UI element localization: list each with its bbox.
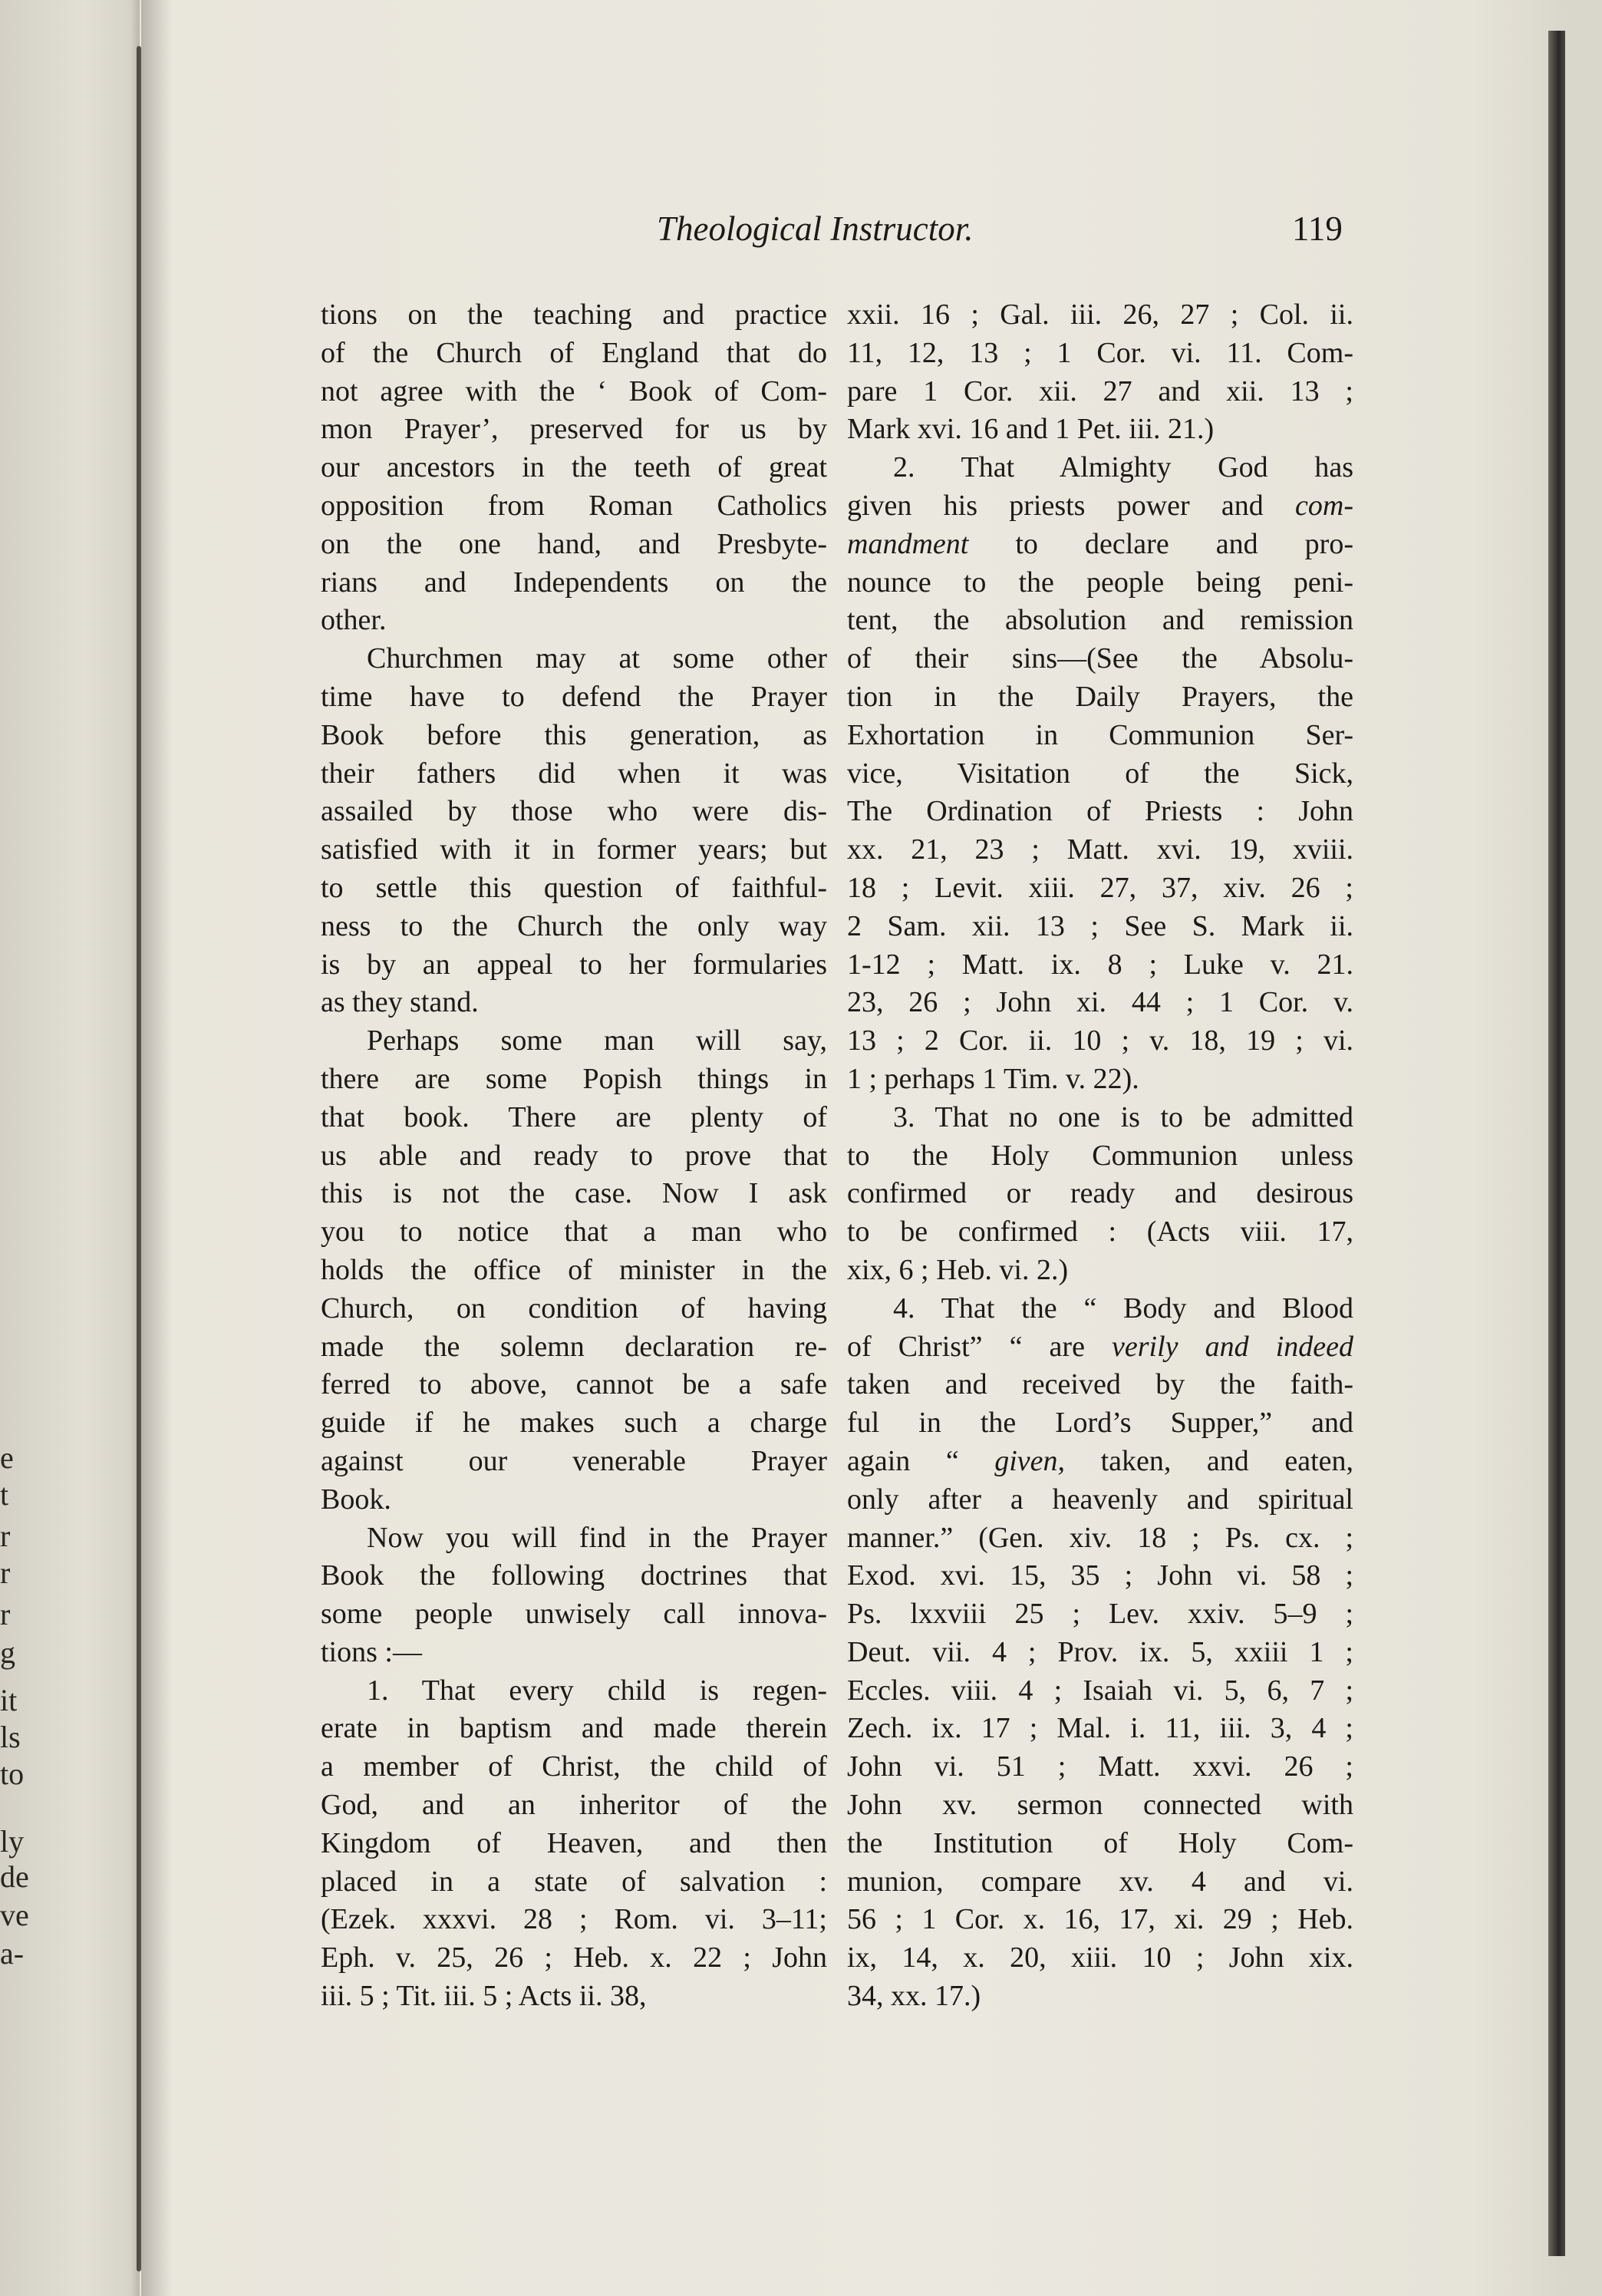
text-line: 4. That the “ Body and Blood [893,1292,1353,1324]
page-header [0,209,1602,255]
text-line: of Christ” “ are verily and indeed [847,1330,1353,1363]
text-line: Now you will find in the Prayer [367,1521,827,1554]
text-column-right [847,296,1353,2016]
running-title: Theological Instructor. [657,209,974,248]
text-line: Exod. xvi. 15, 35 ; John vi. 58 ; [847,1559,1353,1592]
text-line: of their sins—(See the Absolu- [847,642,1353,675]
text-line: pare 1 Cor. xii. 27 and xii. 13 ; [847,374,1353,407]
text-line: xx. 21, 23 ; Matt. xvi. 19, xviii. [847,833,1353,866]
text-line: xxii. 16 ; Gal. iii. 26, 27 ; Col. ii. [847,299,1353,331]
text-line: 34, xx. 17.) [847,1980,981,2013]
text-line: some people unwisely call innova- [321,1598,827,1631]
text-line: ferred to above, cannot be a safe [321,1368,827,1401]
text-line: made the solemn declaration re- [321,1330,827,1363]
page-number: 119 [1292,209,1343,248]
text-line: munion, compare xv. 4 and vi. [847,1865,1353,1898]
facing-page-fragment: r [0,1597,11,1631]
facing-page-fragment: r [0,1519,11,1553]
page-edge-shadow [1548,31,1565,2256]
text-line: ness to the Church the only way [321,909,827,942]
facing-page-fragment: e [0,1440,14,1475]
text-line: to be confirmed : (Acts viii. 17, [847,1216,1353,1249]
text-line: you to notice that a man who [321,1216,827,1249]
text-line: vice, Visitation of the Sick, [847,757,1353,790]
text-line: 18 ; Levit. xiii. 27, 37, xiv. 26 ; [847,871,1353,904]
text-line: Kingdom of Heaven, and then [321,1826,827,1859]
text-line: taken and received by the faith- [847,1368,1353,1401]
facing-page-fragment: ls [0,1720,21,1754]
text-line: 1 ; perhaps 1 Tim. v. 22). [847,1062,1139,1095]
text-line: mandment to declare and pro- [847,527,1353,560]
text-line: only after a heavenly and spiritual [847,1483,1353,1516]
text-line: Mark xvi. 16 and 1 Pet. iii. 21.) [847,413,1215,446]
text-line: nounce to the people being peni- [847,566,1353,599]
text-line: 23, 26 ; John xi. 44 ; 1 Cor. v. [847,986,1353,1019]
text-line: Book the following doctrines that [321,1559,827,1592]
text-line: Eph. v. 25, 26 ; Heb. x. 22 ; John [321,1941,827,1974]
facing-page-fragment: a- [0,1936,25,1971]
text-line: that book. There are plenty of [321,1100,827,1133]
scan-background [1565,0,1602,2296]
book-gutter [137,46,141,2271]
text-line: on the one hand, and Presbyte- [321,527,827,560]
text-line: 1. That every child is regen- [367,1674,827,1707]
text-line: tions :— [321,1635,422,1668]
text-line: Exhortation in Communion Ser- [847,718,1353,751]
text-line: against our venerable Prayer [321,1444,827,1477]
text-line: as they stand. [321,986,479,1019]
text-line: (Ezek. xxxvi. 28 ; Rom. vi. 3–11; [321,1903,827,1936]
text-line: God, and an inheritor of the [321,1789,827,1822]
text-line: 56 ; 1 Cor. x. 16, 17, xi. 29 ; Heb. [847,1903,1353,1936]
text-line: 2. That Almighty God has [893,451,1353,484]
text-line: assailed by those who were dis- [321,795,827,828]
text-line: ful in the Lord’s Supper,” and [847,1407,1353,1440]
text-line: satisfied with it in former years; but [321,833,827,866]
text-line: Ps. lxxviii 25 ; Lev. xxiv. 5–9 ; [847,1598,1353,1631]
text-line: a member of Christ, the child of [321,1750,827,1783]
text-line: erate in baptism and made therein [321,1712,827,1745]
facing-page-fragment: t [0,1477,9,1512]
text-line: tions on the teaching and practice [321,299,827,331]
text-line: 13 ; 2 Cor. ii. 10 ; v. 18, 19 ; vi. [847,1024,1353,1057]
text-line: Churchmen may at some other [367,642,827,675]
text-line: tion in the Daily Prayers, the [847,680,1353,713]
text-line: ix, 14, x. 20, xiii. 10 ; John xix. [847,1941,1353,1974]
text-line: Deut. vii. 4 ; Prov. ix. 5, xxiii 1 ; [847,1635,1353,1668]
text-line: opposition from Roman Catholics [321,489,827,522]
facing-page-fragment: ve [0,1898,29,1932]
text-line: to settle this question of faithful- [321,871,827,904]
text-line: given his priests power and com- [847,489,1353,522]
text-line: rians and Independents on the [321,566,827,599]
facing-page-fragment: ly [0,1824,25,1859]
text-line: guide if he makes such a charge [321,1407,827,1440]
text-line: is by an appeal to her formularies [321,948,827,981]
text-line: of the Church of England that do [321,336,827,369]
facing-page-fragment: de [0,1859,29,1894]
text-line: placed in a state of salvation : [321,1865,827,1898]
text-line: xix, 6 ; Heb. vi. 2.) [847,1253,1069,1286]
text-line: Book before this generation, as [321,718,827,751]
text-line: iii. 5 ; Tit. iii. 5 ; Acts ii. 38, [321,1980,647,2013]
text-line: time have to defend the Prayer [321,680,827,713]
text-line: this is not the case. Now I ask [321,1177,827,1210]
facing-page-fragment: it [0,1683,18,1717]
text-line: their fathers did when it was [321,757,827,790]
text-line: 2 Sam. xii. 13 ; See S. Mark ii. [847,909,1353,942]
text-line: not agree with the ‘ Book of Com- [321,374,827,407]
text-line: the Institution of Holy Com- [847,1826,1353,1859]
facing-page-fragment: g [0,1635,15,1670]
text-line: there are some Popish things in [321,1062,827,1095]
gutter-shadow [141,0,172,2296]
text-line: 1-12 ; Matt. ix. 8 ; Luke v. 21. [847,948,1353,981]
text-line: confirmed or ready and desirous [847,1177,1353,1210]
text-column-left [321,296,827,2016]
text-line: holds the office of minister in the [321,1253,827,1286]
facing-page-fragment: to [0,1757,25,1791]
text-line: John vi. 51 ; Matt. xxvi. 26 ; [847,1750,1353,1783]
text-line: Church, on condition of having [321,1292,827,1324]
text-line: 11, 12, 13 ; 1 Cor. vi. 11. Com- [847,336,1353,369]
text-line: manner.” (Gen. xiv. 18 ; Ps. cx. ; [847,1521,1353,1554]
text-line: The Ordination of Priests : John [847,795,1353,828]
text-line: Zech. ix. 17 ; Mal. i. 11, iii. 3, 4 ; [847,1712,1353,1745]
text-line: mon Prayer’, preserved for us by [321,413,827,446]
text-line: to the Holy Communion unless [847,1139,1353,1172]
text-line: John xv. sermon connected with [847,1789,1353,1822]
text-line: Book. [321,1483,391,1516]
text-line: Eccles. viii. 4 ; Isaiah vi. 5, 6, 7 ; [847,1674,1353,1707]
text-line: us able and ready to prove that [321,1139,827,1172]
text-line: other. [321,604,387,637]
text-line: our ancestors in the teeth of great [321,451,827,484]
text-line: again “ given, taken, and eaten, [847,1444,1353,1477]
text-line: tent, the absolution and remission [847,604,1353,637]
text-line: Perhaps some man will say, [367,1024,827,1057]
facing-page-fragment: r [0,1555,11,1590]
text-line: 3. That no one is to be admitted [893,1100,1353,1133]
